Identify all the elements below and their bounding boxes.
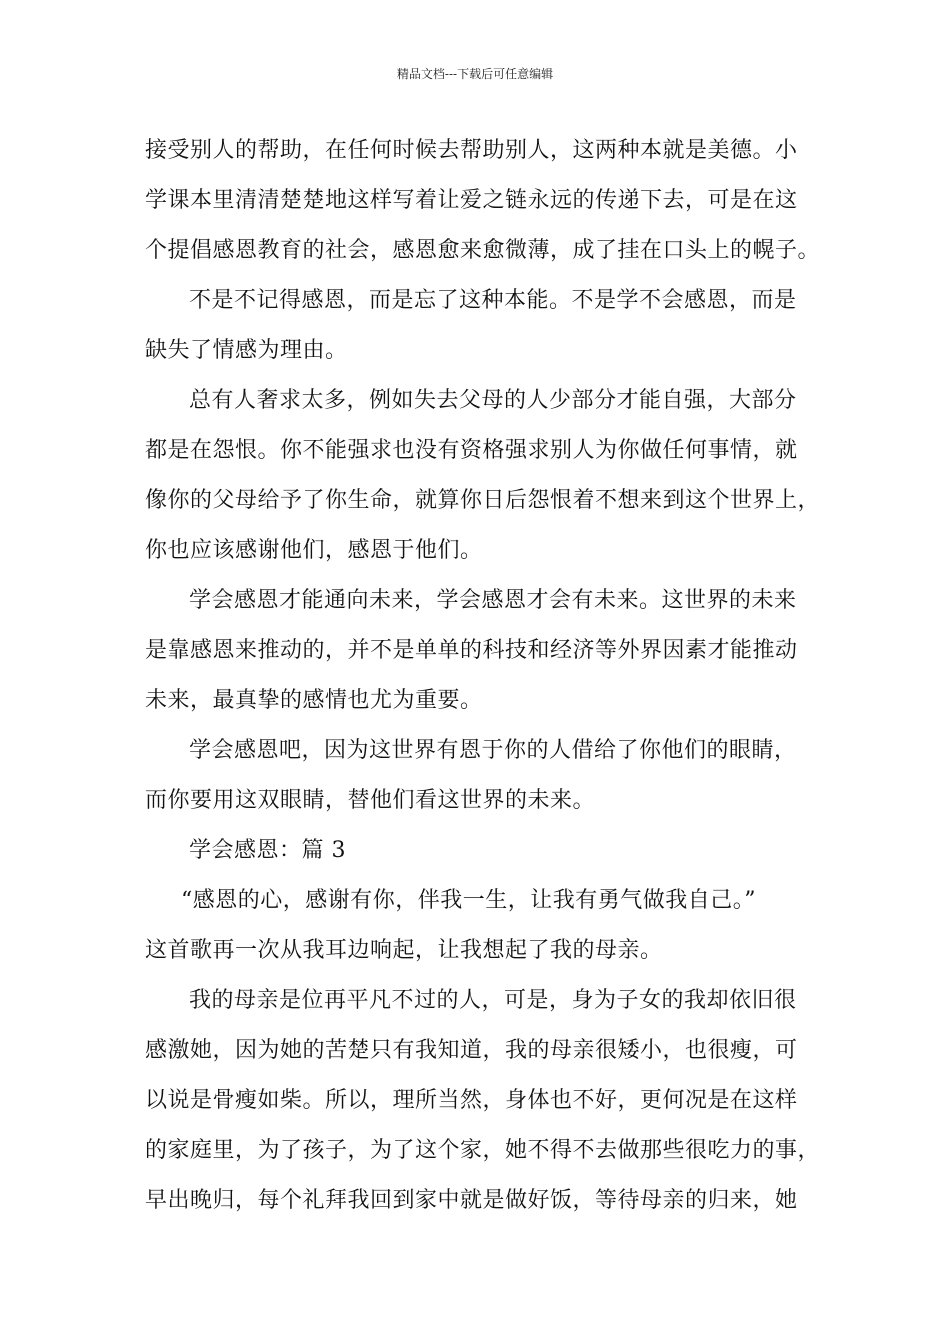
- page-header: 精品文档---下载后可任意编辑: [396, 67, 554, 81]
- text-line: 缺失了情感为理由。: [145, 338, 348, 363]
- text-line: 早出晚归，每个礼拜我回到家中就是做好饭，等待母亲的归来，她: [145, 1188, 798, 1213]
- text-line: 你也应该感谢他们，感恩于他们。: [145, 538, 483, 563]
- text-line: 学会感恩才能通向未来，学会感恩才会有未来。这世界的未来: [189, 588, 797, 613]
- text-line: 的家庭里，为了孩子，为了这个家，她不得不去做那些很吃力的事，: [145, 1138, 821, 1163]
- paragraph: [145, 276, 825, 376]
- paragraph: [145, 976, 825, 1226]
- paragraph: [145, 576, 825, 726]
- text-line: 这首歌再一次从我耳边响起，让我想起了我的母亲。: [145, 938, 663, 963]
- text-line: “感恩的心，感谢有你，伴我一生，让我有勇气做我自己。”: [181, 888, 756, 913]
- paragraph: [145, 126, 825, 276]
- text-line: 学会感恩吧，因为这世界有恩于你的人借给了你他们的眼睛，: [189, 738, 797, 763]
- document-body: [145, 126, 825, 1226]
- text-line: 我的母亲是位再平凡不过的人，可是，身为子女的我却依旧很: [189, 988, 797, 1013]
- text-line: 不是不记得感恩，而是忘了这种本能。不是学不会感恩，而是: [189, 288, 797, 313]
- text-line: 都是在怨恨。你不能强求也没有资格强求别人为你做任何事情，就: [145, 438, 798, 463]
- text-line: 总有人奢求太多，例如失去父母的人少部分才能自强，大部分: [189, 388, 797, 413]
- paragraph: [145, 376, 825, 576]
- section-heading: [145, 826, 825, 876]
- heading-text: 学会感恩：篇 3: [189, 838, 346, 863]
- text-line: 个提倡感恩教育的社会，感恩愈来愈微薄，成了挂在口头上的幌子。: [145, 238, 821, 263]
- paragraph: [145, 726, 825, 826]
- text-line: 感激她，因为她的苦楚只有我知道，我的母亲很矮小，也很瘦，可: [145, 1038, 798, 1063]
- text-line: 而你要用这双眼睛，替他们看这世界的未来。: [145, 788, 596, 813]
- text-line: 未来，最真挚的感情也尤为重要。: [145, 688, 483, 713]
- text-line: 学课本里清清楚楚地这样写着让爱之链永远的传递下去，可是在这: [145, 188, 798, 213]
- text-line: 像你的父母给予了你生命，就算你日后怨恨着不想来到这个世界上，: [145, 488, 821, 513]
- text-line: 是靠感恩来推动的，并不是单单的科技和经济等外界因素才能推动: [145, 638, 798, 663]
- paragraph: [145, 876, 825, 976]
- text-line: 以说是骨瘦如柴。所以，理所当然，身体也不好，更何况是在这样: [145, 1088, 798, 1113]
- text-line: 接受别人的帮助，在任何时候去帮助别人，这两种本就是美德。小: [145, 138, 798, 163]
